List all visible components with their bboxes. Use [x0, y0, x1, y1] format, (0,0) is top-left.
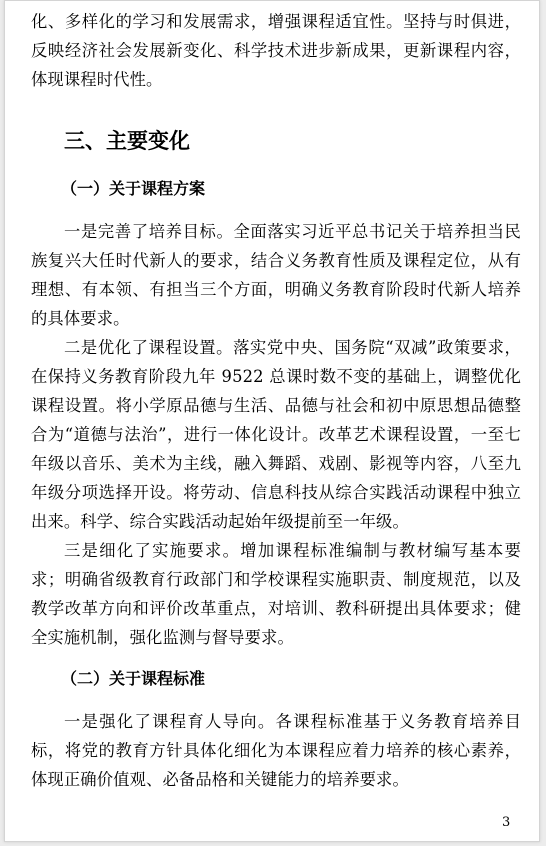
subsection-title-curriculum-standards: （二）关于课程标准	[61, 669, 206, 688]
page-number: 3	[502, 815, 511, 830]
paragraph-education-orientation: 一是强化了课程育人导向。各课程标准基于义务教育培养目标，将党的教育方针具体化细化为本课程应着力培养的核心素养，体现正确价值观、必备品格和关键能力的培养要求。	[31, 712, 521, 789]
paragraph-training-goals: 一是完善了培养目标。全面落实习近平总书记关于培养担当民族复兴大任时代新人的要求，结合义务教育性质及课程定位，从有理想、有本领、有担当三个方面，明确义务教育阶段时代新人培养的具体要求。	[31, 222, 521, 328]
subsection-title-curriculum-plan: （一）关于课程方案	[61, 179, 206, 198]
page-content	[31, 7, 521, 794]
document-page	[4, 0, 540, 842]
intro-paragraph: 化、多样化的学习和发展需求，增强课程适宜性。坚持与时俱进，反映经济社会发展新变化、科学技术进步新成果，更新课程内容，体现课程时代性。	[31, 12, 521, 89]
section-title: 三、主要变化	[64, 129, 190, 153]
paragraph-implementation: 三是细化了实施要求。增加课程标准编制与教材编写基本要求；明确省级教育行政部门和学校课程实施职责、制度规范，以及教学改革方向和评价改革重点，对培训、教科研提出具体要求；健全实施机制，强化监测与督导要求。	[31, 541, 521, 647]
paragraph-curriculum-setting: 二是优化了课程设置。落实党中央、国务院“双减”政策要求，在保持义务教育阶段九年 9522 总课时数不变的基础上，调整优化课程设置。将小学原品德与生活、品德与社会和初中原思想品德整合为“道德与法治”，进行一体化设计。改革艺术课程设置，一至七年级以音乐、美术为主线，融入舞蹈、戏剧、影视等内容，八至九年级分项选择开设。将劳动、信息科技从综合实践活动课程中独立出来。科学、综合实践活动起始年级提前至一年级。	[31, 338, 521, 531]
